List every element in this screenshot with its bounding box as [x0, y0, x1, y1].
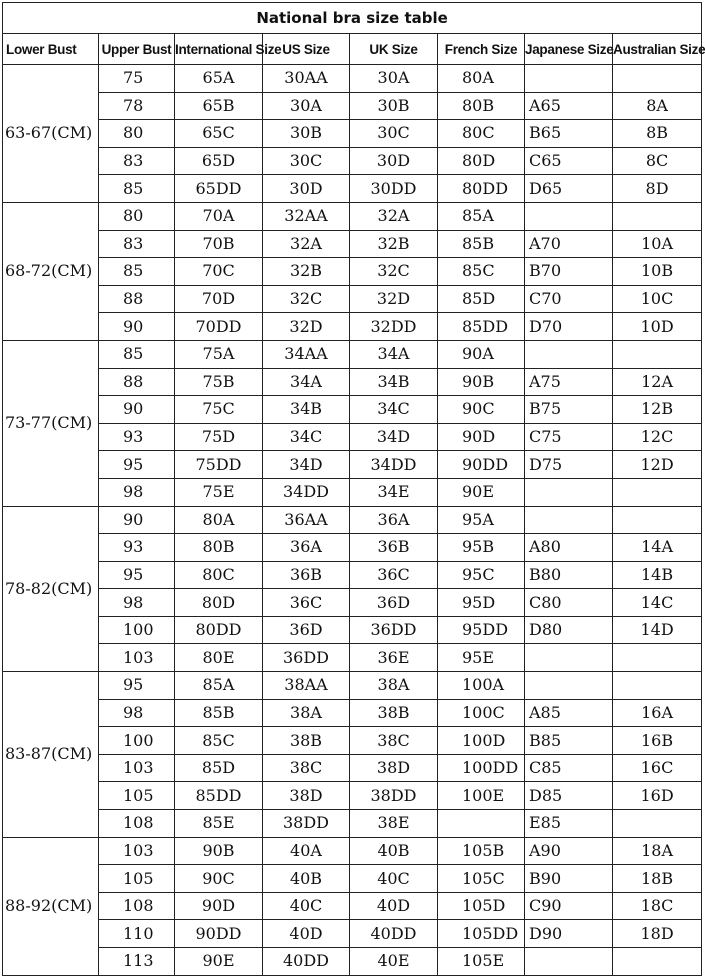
uk-size-cell: 38D: [350, 754, 438, 782]
upper-bust-cell: 108: [99, 892, 175, 920]
international-size-cell: 65D: [175, 147, 263, 175]
us-size-cell: 34B: [263, 396, 350, 424]
australian-size-cell: 14B: [613, 561, 702, 589]
table-row: [3, 534, 702, 562]
australian-size-cell: 16C: [613, 754, 702, 782]
us-size-cell: 40B: [263, 865, 350, 893]
japanese-size-cell: [525, 506, 613, 534]
australian-size-cell: 10A: [613, 230, 702, 258]
lower-bust-cell: 88-92(CM): [3, 837, 99, 975]
header-row: [3, 34, 702, 65]
australian-size-cell: 8C: [613, 147, 702, 175]
french-size-cell: 100DD: [438, 754, 525, 782]
uk-size-cell: 40E: [350, 948, 438, 976]
table-title: National bra size table: [3, 3, 702, 34]
international-size-cell: 90DD: [175, 920, 263, 948]
lower-bust-cell: 73-77(CM): [3, 340, 99, 506]
upper-bust-cell: 105: [99, 782, 175, 810]
upper-bust-cell: 108: [99, 810, 175, 838]
french-size-cell: 105DD: [438, 920, 525, 948]
us-size-cell: 40C: [263, 892, 350, 920]
international-size-cell: 85C: [175, 727, 263, 755]
australian-size-cell: [613, 672, 702, 700]
upper-bust-cell: 80: [99, 202, 175, 230]
us-size-cell: 30D: [263, 175, 350, 203]
japanese-size-cell: [525, 340, 613, 368]
table-row: [3, 589, 702, 617]
french-size-cell: 85A: [438, 202, 525, 230]
uk-size-cell: 36DD: [350, 616, 438, 644]
french-size-cell: 95D: [438, 589, 525, 617]
japanese-size-cell: C85: [525, 754, 613, 782]
uk-size-cell: 38A: [350, 672, 438, 700]
us-size-cell: 30A: [263, 92, 350, 120]
japanese-size-cell: A80: [525, 534, 613, 562]
international-size-cell: 65C: [175, 120, 263, 148]
international-size-cell: 80E: [175, 644, 263, 672]
international-size-cell: 80C: [175, 561, 263, 589]
uk-size-cell: 34D: [350, 423, 438, 451]
us-size-cell: 36D: [263, 616, 350, 644]
australian-size-cell: [613, 202, 702, 230]
japanese-size-cell: D65: [525, 175, 613, 203]
us-size-cell: 30C: [263, 147, 350, 175]
table-row: [3, 837, 702, 865]
table-row: [3, 478, 702, 506]
french-size-cell: 105C: [438, 865, 525, 893]
upper-bust-cell: 110: [99, 920, 175, 948]
upper-bust-cell: 95: [99, 451, 175, 479]
us-size-cell: 38AA: [263, 672, 350, 700]
us-size-cell: 34D: [263, 451, 350, 479]
international-size-cell: 90D: [175, 892, 263, 920]
japanese-size-cell: D70: [525, 313, 613, 341]
japanese-size-cell: D80: [525, 616, 613, 644]
upper-bust-cell: 93: [99, 423, 175, 451]
us-size-cell: 40DD: [263, 948, 350, 976]
australian-size-cell: 18A: [613, 837, 702, 865]
upper-bust-cell: 75: [99, 65, 175, 93]
international-size-cell: 90B: [175, 837, 263, 865]
table-row: [3, 892, 702, 920]
international-size-cell: 65A: [175, 65, 263, 93]
uk-size-cell: 30DD: [350, 175, 438, 203]
uk-size-cell: 38B: [350, 699, 438, 727]
french-size-cell: 95E: [438, 644, 525, 672]
uk-size-cell: 38DD: [350, 782, 438, 810]
french-size-cell: 90C: [438, 396, 525, 424]
uk-size-cell: 40B: [350, 837, 438, 865]
uk-size-cell: 34C: [350, 396, 438, 424]
table-row: [3, 699, 702, 727]
australian-size-cell: 18D: [613, 920, 702, 948]
us-size-cell: 32D: [263, 313, 350, 341]
french-size-cell: 100E: [438, 782, 525, 810]
uk-size-cell: 32DD: [350, 313, 438, 341]
us-size-cell: 34C: [263, 423, 350, 451]
australian-size-cell: [613, 644, 702, 672]
australian-size-cell: 14D: [613, 616, 702, 644]
french-size-cell: 85DD: [438, 313, 525, 341]
international-size-cell: 75DD: [175, 451, 263, 479]
french-size-cell: 85B: [438, 230, 525, 258]
australian-size-cell: 10D: [613, 313, 702, 341]
table-row: [3, 727, 702, 755]
us-size-cell: 38C: [263, 754, 350, 782]
japanese-size-cell: A70: [525, 230, 613, 258]
upper-bust-cell: 98: [99, 478, 175, 506]
us-size-cell: 36A: [263, 534, 350, 562]
us-size-cell: 38A: [263, 699, 350, 727]
international-size-cell: 85DD: [175, 782, 263, 810]
japanese-size-cell: C80: [525, 589, 613, 617]
french-size-cell: 90E: [438, 478, 525, 506]
lower-bust-cell: 63-67(CM): [3, 65, 99, 203]
international-size-cell: 65B: [175, 92, 263, 120]
table-row: [3, 920, 702, 948]
upper-bust-cell: 113: [99, 948, 175, 976]
japanese-size-cell: [525, 672, 613, 700]
japanese-size-cell: A85: [525, 699, 613, 727]
table-row: [3, 865, 702, 893]
japanese-size-cell: A65: [525, 92, 613, 120]
us-size-cell: 36DD: [263, 644, 350, 672]
lower-bust-cell: 83-87(CM): [3, 672, 99, 838]
upper-bust-cell: 100: [99, 727, 175, 755]
header-lower-bust: Lower Bust: [3, 34, 99, 65]
upper-bust-cell: 103: [99, 754, 175, 782]
international-size-cell: 90C: [175, 865, 263, 893]
japanese-size-cell: E85: [525, 810, 613, 838]
japanese-size-cell: C70: [525, 285, 613, 313]
australian-size-cell: 10C: [613, 285, 702, 313]
french-size-cell: 95DD: [438, 616, 525, 644]
uk-size-cell: 30B: [350, 92, 438, 120]
australian-size-cell: [613, 340, 702, 368]
uk-size-cell: 36C: [350, 561, 438, 589]
header-upper-bust: Upper Bust: [99, 34, 175, 65]
upper-bust-cell: 90: [99, 313, 175, 341]
table-row: [3, 423, 702, 451]
us-size-cell: 34DD: [263, 478, 350, 506]
japanese-size-cell: C90: [525, 892, 613, 920]
table-body: [3, 65, 702, 976]
french-size-cell: 95B: [438, 534, 525, 562]
australian-size-cell: 8A: [613, 92, 702, 120]
upper-bust-cell: 93: [99, 534, 175, 562]
international-size-cell: 85E: [175, 810, 263, 838]
table-row: [3, 65, 702, 93]
size-table: [2, 2, 705, 976]
australian-size-cell: 14A: [613, 534, 702, 562]
japanese-size-cell: B80: [525, 561, 613, 589]
french-size-cell: 85D: [438, 285, 525, 313]
header-uk-size: UK Size: [350, 34, 438, 65]
australian-size-cell: 12A: [613, 368, 702, 396]
us-size-cell: 40A: [263, 837, 350, 865]
international-size-cell: 80D: [175, 589, 263, 617]
header-international-size: International Size: [175, 34, 263, 65]
table-row: [3, 313, 702, 341]
australian-size-cell: [613, 506, 702, 534]
french-size-cell: 80B: [438, 92, 525, 120]
table-row: [3, 92, 702, 120]
upper-bust-cell: 100: [99, 616, 175, 644]
upper-bust-cell: 90: [99, 396, 175, 424]
uk-size-cell: 36A: [350, 506, 438, 534]
uk-size-cell: 30D: [350, 147, 438, 175]
international-size-cell: 80A: [175, 506, 263, 534]
table-row: [3, 754, 702, 782]
uk-size-cell: 38E: [350, 810, 438, 838]
table-row: [3, 561, 702, 589]
french-size-cell: 85C: [438, 258, 525, 286]
international-size-cell: 80B: [175, 534, 263, 562]
table-row: [3, 368, 702, 396]
table-row: [3, 644, 702, 672]
australian-size-cell: 8D: [613, 175, 702, 203]
us-size-cell: 34A: [263, 368, 350, 396]
uk-size-cell: 34E: [350, 478, 438, 506]
japanese-size-cell: [525, 65, 613, 93]
french-size-cell: 100A: [438, 672, 525, 700]
upper-bust-cell: 83: [99, 147, 175, 175]
uk-size-cell: 32C: [350, 258, 438, 286]
us-size-cell: 32C: [263, 285, 350, 313]
upper-bust-cell: 103: [99, 644, 175, 672]
international-size-cell: 75C: [175, 396, 263, 424]
japanese-size-cell: [525, 644, 613, 672]
international-size-cell: 80DD: [175, 616, 263, 644]
upper-bust-cell: 83: [99, 230, 175, 258]
french-size-cell: 95C: [438, 561, 525, 589]
japanese-size-cell: D90: [525, 920, 613, 948]
uk-size-cell: 32D: [350, 285, 438, 313]
australian-size-cell: 18B: [613, 865, 702, 893]
us-size-cell: 36C: [263, 589, 350, 617]
table-row: [3, 782, 702, 810]
international-size-cell: 75B: [175, 368, 263, 396]
header-australian-size: Australian Size: [613, 34, 702, 65]
table-row: [3, 672, 702, 700]
french-size-cell: 100D: [438, 727, 525, 755]
upper-bust-cell: 88: [99, 285, 175, 313]
upper-bust-cell: 90: [99, 506, 175, 534]
international-size-cell: 65DD: [175, 175, 263, 203]
uk-size-cell: 38C: [350, 727, 438, 755]
table-row: [3, 948, 702, 976]
international-size-cell: 70B: [175, 230, 263, 258]
us-size-cell: 32A: [263, 230, 350, 258]
japanese-size-cell: B70: [525, 258, 613, 286]
australian-size-cell: 10B: [613, 258, 702, 286]
us-size-cell: 30B: [263, 120, 350, 148]
table-row: [3, 285, 702, 313]
uk-size-cell: 32B: [350, 230, 438, 258]
australian-size-cell: 18C: [613, 892, 702, 920]
table-row: [3, 451, 702, 479]
french-size-cell: 105B: [438, 837, 525, 865]
french-size-cell: 105D: [438, 892, 525, 920]
japanese-size-cell: D85: [525, 782, 613, 810]
japanese-size-cell: B65: [525, 120, 613, 148]
us-size-cell: 38B: [263, 727, 350, 755]
table-row: [3, 120, 702, 148]
upper-bust-cell: 85: [99, 340, 175, 368]
us-size-cell: 30AA: [263, 65, 350, 93]
header-japanese-size: Japanese Size: [525, 34, 613, 65]
japanese-size-cell: B85: [525, 727, 613, 755]
french-size-cell: 90B: [438, 368, 525, 396]
uk-size-cell: 36D: [350, 589, 438, 617]
international-size-cell: 70A: [175, 202, 263, 230]
japanese-size-cell: A90: [525, 837, 613, 865]
international-size-cell: 85A: [175, 672, 263, 700]
french-size-cell: 80C: [438, 120, 525, 148]
upper-bust-cell: 85: [99, 258, 175, 286]
uk-size-cell: 40DD: [350, 920, 438, 948]
international-size-cell: 75A: [175, 340, 263, 368]
table-row: [3, 230, 702, 258]
australian-size-cell: [613, 810, 702, 838]
australian-size-cell: 12B: [613, 396, 702, 424]
french-size-cell: 90D: [438, 423, 525, 451]
australian-size-cell: 14C: [613, 589, 702, 617]
upper-bust-cell: 105: [99, 865, 175, 893]
upper-bust-cell: 95: [99, 561, 175, 589]
international-size-cell: 90E: [175, 948, 263, 976]
upper-bust-cell: 78: [99, 92, 175, 120]
australian-size-cell: [613, 65, 702, 93]
australian-size-cell: 12D: [613, 451, 702, 479]
upper-bust-cell: 85: [99, 175, 175, 203]
us-size-cell: 40D: [263, 920, 350, 948]
japanese-size-cell: B90: [525, 865, 613, 893]
international-size-cell: 70C: [175, 258, 263, 286]
australian-size-cell: 12C: [613, 423, 702, 451]
japanese-size-cell: [525, 948, 613, 976]
international-size-cell: 70D: [175, 285, 263, 313]
uk-size-cell: 34A: [350, 340, 438, 368]
upper-bust-cell: 95: [99, 672, 175, 700]
french-size-cell: 95A: [438, 506, 525, 534]
japanese-size-cell: C65: [525, 147, 613, 175]
international-size-cell: 70DD: [175, 313, 263, 341]
french-size-cell: 100C: [438, 699, 525, 727]
uk-size-cell: 34DD: [350, 451, 438, 479]
us-size-cell: 38DD: [263, 810, 350, 838]
us-size-cell: 32B: [263, 258, 350, 286]
japanese-size-cell: [525, 478, 613, 506]
french-size-cell: [438, 810, 525, 838]
international-size-cell: 85D: [175, 754, 263, 782]
us-size-cell: 32AA: [263, 202, 350, 230]
australian-size-cell: [613, 948, 702, 976]
table-row: [3, 202, 702, 230]
upper-bust-cell: 98: [99, 589, 175, 617]
australian-size-cell: 16A: [613, 699, 702, 727]
upper-bust-cell: 88: [99, 368, 175, 396]
australian-size-cell: 16D: [613, 782, 702, 810]
upper-bust-cell: 103: [99, 837, 175, 865]
australian-size-cell: [613, 478, 702, 506]
us-size-cell: 36AA: [263, 506, 350, 534]
japanese-size-cell: D75: [525, 451, 613, 479]
table-row: [3, 810, 702, 838]
french-size-cell: 105E: [438, 948, 525, 976]
international-size-cell: 75E: [175, 478, 263, 506]
us-size-cell: 34AA: [263, 340, 350, 368]
australian-size-cell: 16B: [613, 727, 702, 755]
table-row: [3, 506, 702, 534]
japanese-size-cell: B75: [525, 396, 613, 424]
table-row: [3, 258, 702, 286]
table-row: [3, 340, 702, 368]
japanese-size-cell: [525, 202, 613, 230]
upper-bust-cell: 80: [99, 120, 175, 148]
uk-size-cell: 34B: [350, 368, 438, 396]
french-size-cell: 90DD: [438, 451, 525, 479]
header-french-size: French Size: [438, 34, 525, 65]
title-row: [3, 3, 702, 34]
uk-size-cell: 40C: [350, 865, 438, 893]
table-row: [3, 396, 702, 424]
table-row: [3, 616, 702, 644]
table-row: [3, 175, 702, 203]
table-row: [3, 147, 702, 175]
uk-size-cell: 32A: [350, 202, 438, 230]
french-size-cell: 80A: [438, 65, 525, 93]
us-size-cell: 36B: [263, 561, 350, 589]
upper-bust-cell: 98: [99, 699, 175, 727]
uk-size-cell: 30A: [350, 65, 438, 93]
uk-size-cell: 40D: [350, 892, 438, 920]
uk-size-cell: 36E: [350, 644, 438, 672]
lower-bust-cell: 78-82(CM): [3, 506, 99, 672]
uk-size-cell: 36B: [350, 534, 438, 562]
french-size-cell: 90A: [438, 340, 525, 368]
french-size-cell: 80D: [438, 147, 525, 175]
japanese-size-cell: A75: [525, 368, 613, 396]
australian-size-cell: 8B: [613, 120, 702, 148]
international-size-cell: 85B: [175, 699, 263, 727]
lower-bust-cell: 68-72(CM): [3, 202, 99, 340]
french-size-cell: 80DD: [438, 175, 525, 203]
us-size-cell: 38D: [263, 782, 350, 810]
header-us-size: US Size: [263, 34, 350, 65]
international-size-cell: 75D: [175, 423, 263, 451]
japanese-size-cell: C75: [525, 423, 613, 451]
uk-size-cell: 30C: [350, 120, 438, 148]
